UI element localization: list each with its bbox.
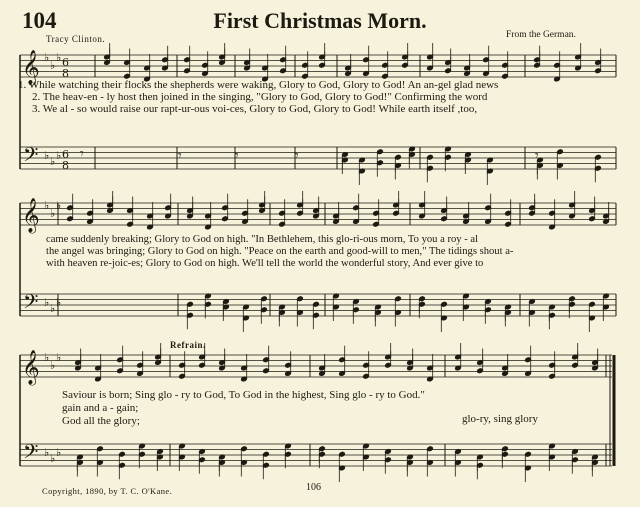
time-signature-bottom: 8 (62, 159, 69, 172)
flat-sign: ♭ (56, 149, 62, 162)
flat-sign: ♭ (44, 446, 50, 459)
treble-clef: 𝄞 (22, 50, 40, 85)
flat-sign: ♭ (44, 51, 50, 64)
author-credit: Tracy Clinton. (46, 34, 106, 44)
rest-sign: 𝄾 (235, 148, 239, 164)
page-number: 106 (306, 482, 321, 493)
treble-clef: 𝄞 (22, 350, 40, 385)
lyric-line-2-verse-3: with heaven re-joic-es; Glory to God on high. We'll tell the world the wonderful story, And ever give to (46, 258, 484, 269)
flat-sign: ♭ (56, 51, 62, 64)
flat-sign: ♭ (50, 207, 56, 220)
bass-lyric: glo-ry, sing glory (462, 413, 538, 425)
flat-sign: ♭ (44, 149, 50, 162)
flat-sign: ♭ (44, 351, 50, 364)
flat-sign: ♭ (50, 452, 56, 465)
rest-sign: 𝄾 (295, 148, 299, 164)
hymn-number: 104 (22, 8, 57, 33)
lyric-line-3-verse-1: Saviour is born; Sing glo - ry to God, To God in the highest, Sing glo - ry to God." (62, 389, 425, 401)
bass-clef: 𝄢 (23, 440, 39, 468)
flat-sign: ♭ (44, 199, 50, 212)
lyric-line-1-verse-2: 2. The heav-en - ly host then joined in the singing, "Glory to God, Glory to God!" Confirming the word (32, 91, 488, 103)
lyric-line-2-verse-2: the angel was bringing; Glory to God on high. "Peace on the earth and good-will to men," The tidings shout a- (46, 246, 514, 257)
time-signature-top: 6 (62, 148, 69, 161)
flat-sign: ♭ (50, 59, 56, 72)
source-credit: From the German. (506, 30, 576, 40)
rest-sign: 𝄾 (535, 148, 539, 164)
lyric-line-3-verse-2: gain and a - gain; (62, 402, 139, 414)
time-signature-bottom: 8 (62, 67, 69, 80)
bass-clef: 𝄢 (23, 290, 39, 318)
bass-clef: 𝄢 (23, 143, 39, 171)
time-signature-top: 6 (62, 56, 69, 69)
flat-sign: ♭ (44, 296, 50, 309)
rest-sign: 𝄾 (80, 146, 84, 162)
lyric-line-3-verse-3: God all the glory; (62, 415, 140, 427)
lyric-line-1-verse-3: 3. We al - so would raise our rapt-ur-ous voi-ces, Glory to God, Glory to God! While earth itself ,too, (32, 103, 478, 115)
treble-clef: 𝄞 (22, 198, 40, 233)
flat-sign: ♭ (56, 446, 62, 459)
lyric-line-1-verse-1: 1. While watching their flocks the shepherds were waking, Glory to God, Glory to God! An an-gel glad news (18, 79, 499, 91)
flat-sign: ♭ (50, 359, 56, 372)
flat-sign: ♭ (56, 296, 62, 309)
copyright-notice: Copyright, 1890, by T. C. O'Kane. (42, 486, 173, 496)
rest-sign: 𝄾 (178, 148, 182, 164)
hymn-title: First Christmas Morn. (213, 8, 427, 33)
refrain-label: Refrain. (170, 340, 206, 350)
flat-sign: ♭ (56, 199, 62, 212)
flat-sign: ♭ (56, 351, 62, 364)
flat-sign: ♭ (50, 302, 56, 315)
flat-sign: ♭ (50, 155, 56, 168)
lyric-line-2-verse-1: came suddenly breaking; Glory to God on high. "In Bethlehem, this glo-ri-ous morn, To you a roy - al (46, 234, 479, 245)
